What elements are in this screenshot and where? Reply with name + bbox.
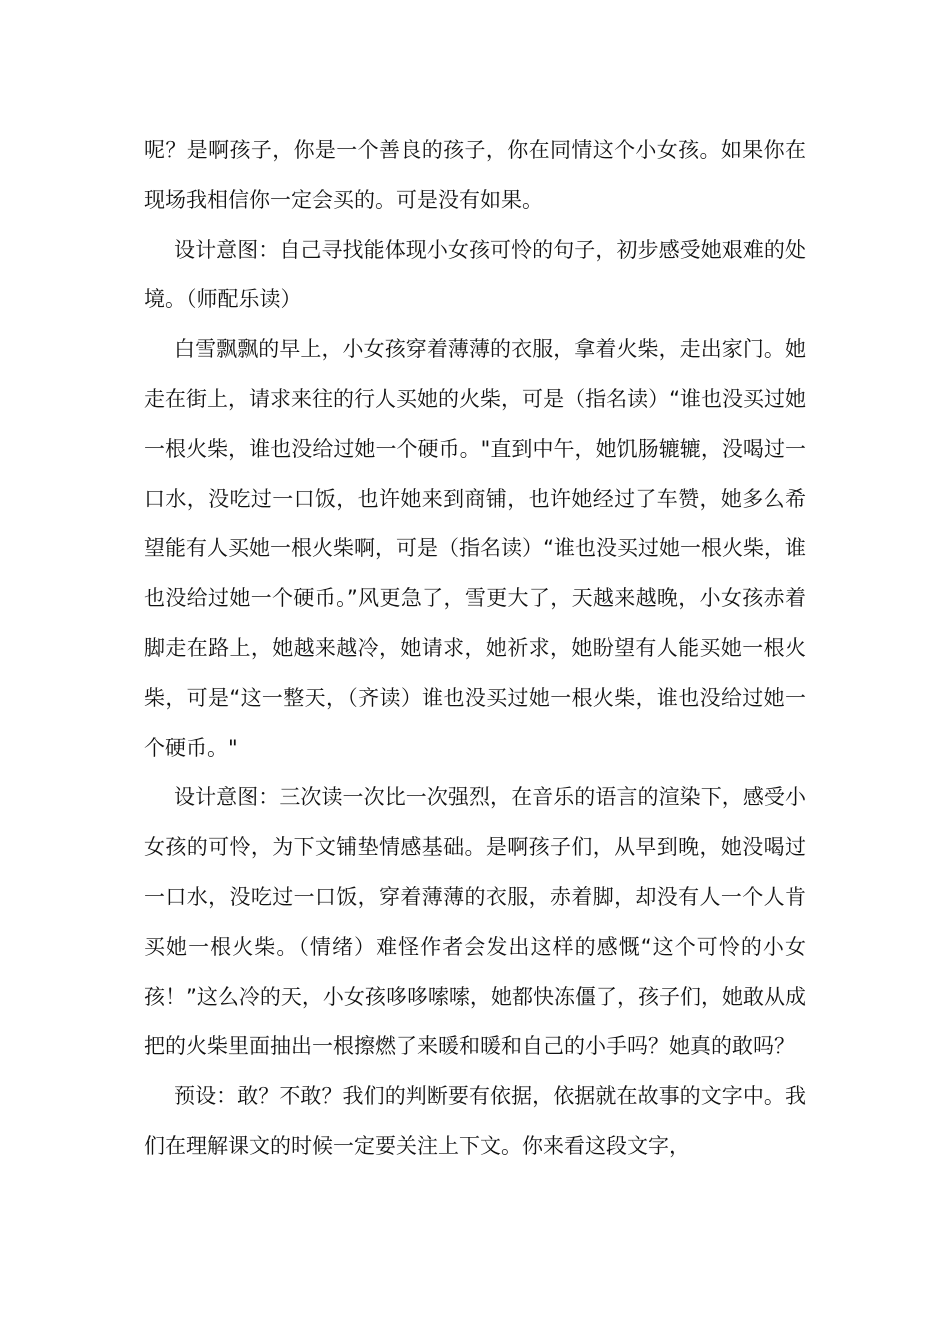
paragraph-2: 设计意图：自己寻找能体现小女孩可怜的句子，初步感受她艰难的处境。（师配乐读）: [144, 237, 806, 312]
document-body: [144, 126, 806, 1172]
paragraph-4: 设计意图：三次读一次比一次强烈，在音乐的语言的渲染下，感受小女孩的可怜，为下文铺垫情感基础。是啊孩子们，从早到晚，她没喝过一口水，没吃过一口饭，穿着薄薄的衣服，赤着脚，却没有人一个人肯买她一根火柴。（情绪）难怪作者会发出这样的感慨“这个可怜的小女孩！”这么冷的天，小女孩哆哆嗦嗦，她都快冻僵了，孩子们，她敢从成把的火柴里面抽出一根擦燃了来暖和暖和自己的小手吗？她真的敢吗？: [144, 785, 806, 1059]
paragraph-5: 预设：敢？不敢？我们的判断要有依据，依据就在故事的文字中。我们在理解课文的时候一定要关注上下文。你来看这段文字，: [144, 1084, 806, 1158]
paragraph-1: 呢？是啊孩子，你是一个善良的孩子，你在同情这个小女孩。如果你在现场我相信你一定会买的。可是没有如果。: [144, 138, 806, 212]
paragraph-3: 白雪飘飘的早上，小女孩穿着薄薄的衣服，拿着火柴，走出家门。她走在街上，请求来往的行人买她的火柴，可是（指名读）“谁也没买过她一根火柴，谁也没给过她一个硬币。"直到中午，她饥肠辘辘，没喝过一口水，没吃过一口饭，也许她来到商铺，也许她经过了车赞，她多么希望能有人买她一根火柴啊，可是（指名读）“谁也没买过她一根火柴，谁也没给过她一个硬币。”风更急了，雪更大了，天越来越晚，小女孩赤着脚走在路上，她越来越冷，她请求，她祈求，她盼望有人能买她一根火柴，可是“这一整天，（齐读）谁也没买过她一根火柴，谁也没给过她一个硬币。": [144, 337, 806, 760]
